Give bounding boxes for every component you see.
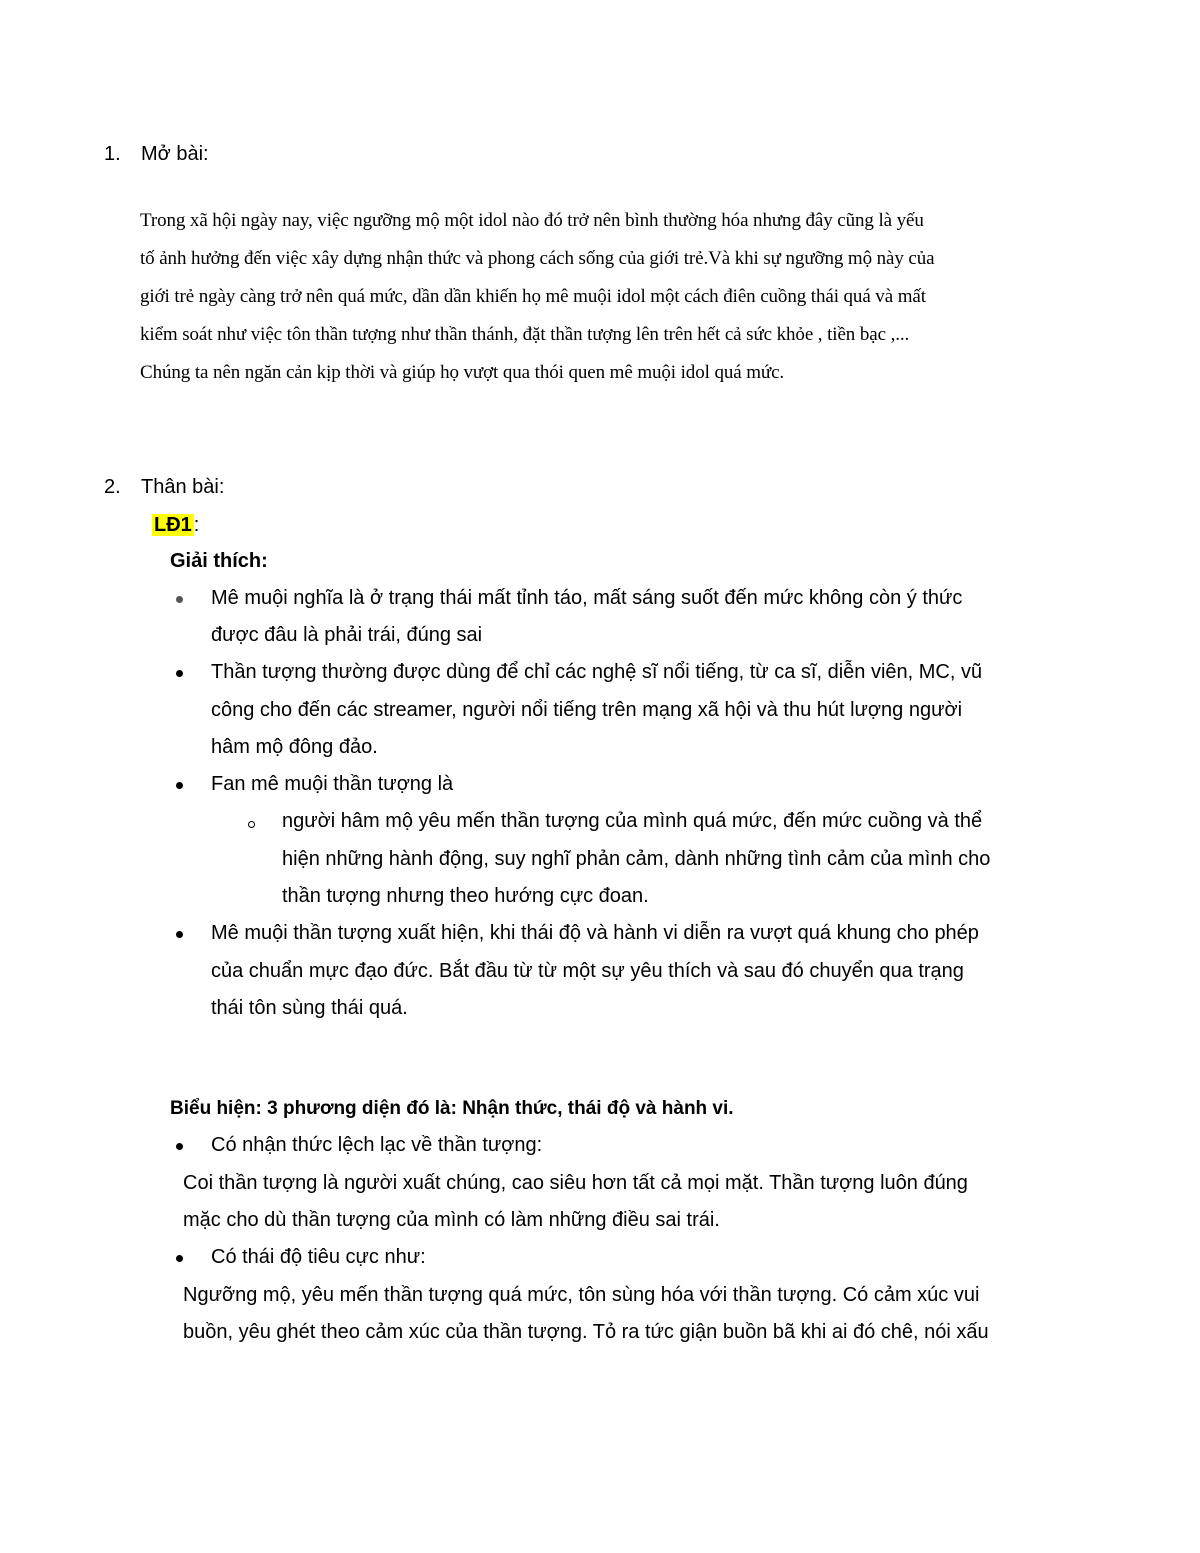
bullet-text: của chuẩn mực đạo đức. Bắt đầu từ từ một sự yêu thích và sau đó chuyển qua trạng — [211, 960, 964, 982]
paragraph-line: mặc cho dù thần tượng của mình có làm những điều sai trái. — [183, 1209, 720, 1231]
bullet-text: được đâu là phải trái, đúng sai — [211, 624, 483, 646]
paragraph-line: Ngưỡng mộ, yêu mến thần tượng quá mức, tôn sùng hóa với thần tượng. Có cảm xúc vui — [183, 1284, 980, 1306]
bullet-text: hâm mộ đông đảo. — [211, 736, 378, 758]
intro-paragraph — [140, 202, 1080, 392]
bieu-hien-label: Biểu hiện: — [170, 1098, 262, 1119]
ld-label — [152, 514, 199, 537]
bullet-text: thái tôn sùng thái quá. — [211, 997, 408, 1019]
list-number-1: 1. — [104, 143, 121, 165]
bullet-icon — [176, 782, 183, 789]
intro-line: giới trẻ ngày càng trở nên quá mức, dần dần khiến họ mê muội idol một cách điên cuồng thái quá và mất — [140, 286, 926, 307]
ld-label-highlight: LĐ1 — [154, 514, 192, 536]
bieu-hien-heading — [170, 1098, 734, 1120]
bullet-icon — [176, 670, 183, 677]
bullet-icon — [176, 596, 183, 603]
bullet-text: Fan mê muội thần tượng là — [211, 773, 454, 795]
ld-colon: : — [193, 514, 200, 536]
section-heading-than-bai: Thân bài: — [141, 476, 225, 498]
sub-bullet-text: người hâm mộ yêu mến thần tượng của mình quá mức, đến mức cuồng và thể — [282, 810, 983, 832]
bullet-icon — [176, 1255, 183, 1262]
bullet-text: công cho đến các streamer, người nổi tiếng trên mạng xã hội và thu hút lượng người — [211, 699, 963, 721]
bullet-text: Có nhận thức lệch lạc về thần tượng: — [211, 1134, 543, 1156]
sub-bullet-text: hiện những hành động, suy nghĩ phản cảm, dành những tình cảm của mình cho — [282, 848, 991, 870]
bullet-text: Có thái độ tiêu cực như: — [211, 1246, 426, 1268]
paragraph-line: buồn, yêu ghét theo cảm xúc của thần tượng. Tỏ ra tức giận buồn bã khi ai đó chê, nói xấu — [183, 1321, 989, 1343]
sub-bullet-circle-icon — [248, 821, 255, 828]
intro-line: Chúng ta nên ngăn cản kịp thời và giúp họ vượt qua thói quen mê muội idol quá mức. — [140, 362, 785, 383]
bullet-text: Thần tượng thường được dùng để chỉ các nghệ sĩ nổi tiếng, từ ca sĩ, diễn viên, MC, vũ — [211, 661, 983, 683]
giai-thich-heading: Giải thích: — [170, 550, 268, 572]
section-heading-mo-bai: Mở bài: — [141, 143, 209, 165]
intro-line: tố ảnh hưởng đến việc xây dựng nhận thức và phong cách sống của giới trẻ.Và khi sự ngưỡng mộ này của — [140, 248, 935, 269]
bieu-hien-summary: 3 phương diện đó là: Nhận thức, thái độ và hành vi. — [261, 1098, 734, 1119]
intro-line: kiểm soát như việc tôn thần tượng như thần thánh, đặt thần tượng lên trên hết cả sức khỏe , tiền bạc ,... — [140, 324, 910, 345]
paragraph-line: Coi thần tượng là người xuất chúng, cao siêu hơn tất cả mọi mặt. Thần tượng luôn đúng — [183, 1172, 968, 1194]
bullet-icon — [176, 931, 183, 938]
bullet-text: Mê muội nghĩa là ở trạng thái mất tỉnh táo, mất sáng suốt đến mức không còn ý thức — [211, 587, 963, 609]
list-number-2: 2. — [104, 476, 121, 498]
intro-line: Trong xã hội ngày nay, việc ngưỡng mộ một idol nào đó trở nên bình thường hóa nhưng đây cũng là yếu — [140, 210, 924, 231]
bullet-text: Mê muội thần tượng xuất hiện, khi thái độ và hành vi diễn ra vượt quá khung cho phép — [211, 922, 979, 944]
bullet-icon — [176, 1143, 183, 1150]
sub-bullet-text: thần tượng nhưng theo hướng cực đoan. — [282, 885, 649, 907]
